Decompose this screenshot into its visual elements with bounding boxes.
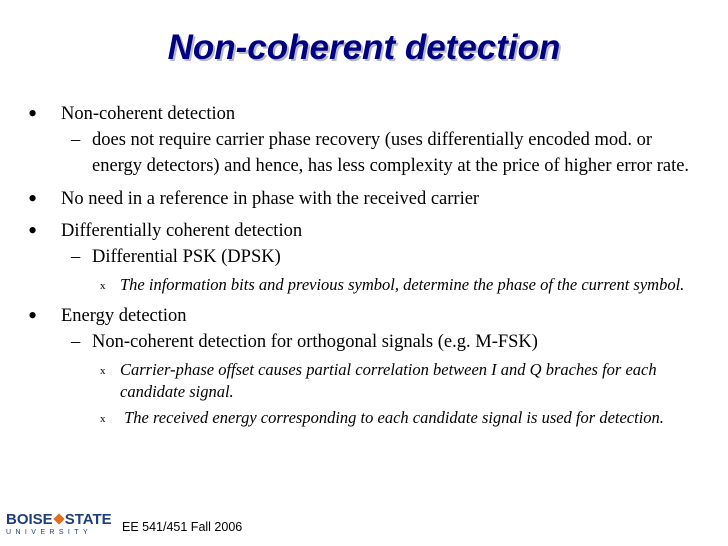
subsubbullet-phase-offset bbox=[0, 359, 728, 403]
subsubbullet-text: The received energy corresponding to each candidate signal is used for detection. bbox=[120, 408, 664, 427]
subbullet-marker: – bbox=[71, 332, 81, 352]
subbullet-dpsk bbox=[0, 244, 728, 270]
bullet-text: No need in a reference in phase with the received carrier bbox=[61, 189, 480, 209]
bullet-marker: • bbox=[28, 216, 38, 245]
subsubbullet-marker: x bbox=[100, 413, 106, 425]
bullet-text: Energy detection bbox=[61, 306, 187, 326]
subbullet-text: Non-coherent detection for orthogonal signals (e.g. M-FSK) bbox=[92, 332, 538, 352]
slide-title: Non-coherent detection bbox=[167, 28, 561, 67]
subsubbullet-marker: x bbox=[100, 365, 106, 377]
logo-diamond-icon bbox=[53, 513, 64, 524]
logo-word-left: BOISE bbox=[6, 511, 53, 528]
subbullet-carrier-phase bbox=[0, 127, 728, 179]
bullet-text: Non-coherent detection bbox=[61, 104, 236, 124]
boise-state-logo bbox=[6, 512, 110, 542]
bullet-marker: • bbox=[28, 99, 38, 128]
bullet-energy bbox=[0, 301, 728, 330]
bullet-marker: • bbox=[28, 301, 38, 330]
subsubbullet-marker: x bbox=[100, 280, 106, 292]
subbullet-marker: – bbox=[71, 247, 81, 267]
bullet-noncoherent bbox=[0, 99, 728, 128]
subsubbullet-text: Carrier-phase offset causes partial correlation between I and Q braches for each candidate signal. bbox=[120, 360, 657, 401]
logo-wordmark bbox=[6, 512, 110, 528]
logo-subtitle: UNIVERSITY bbox=[6, 529, 93, 536]
subsubbullet-dpsk-phase bbox=[0, 274, 728, 296]
logo-word-right: STATE bbox=[64, 511, 112, 528]
bullet-differential bbox=[0, 216, 728, 245]
bullet-list bbox=[0, 94, 728, 429]
subbullet-text: Differential PSK (DPSK) bbox=[92, 247, 281, 267]
bullet-no-reference bbox=[0, 184, 728, 213]
subsubbullet-received-energy bbox=[0, 407, 728, 429]
subbullet-orthogonal bbox=[0, 329, 728, 355]
footer-course: EE 541/451 Fall 2006 bbox=[122, 520, 243, 534]
subsubbullet-text: The information bits and previous symbol, determine the phase of the current symbol. bbox=[120, 275, 685, 294]
bullet-marker: • bbox=[28, 184, 38, 213]
subbullet-marker: – bbox=[71, 130, 81, 150]
bullet-text: Differentially coherent detection bbox=[61, 221, 303, 241]
subbullet-text: does not require carrier phase recovery (uses differentially encoded mod. or energy detectors) and hence, has less complexity at the price of higher error rate. bbox=[92, 130, 690, 176]
